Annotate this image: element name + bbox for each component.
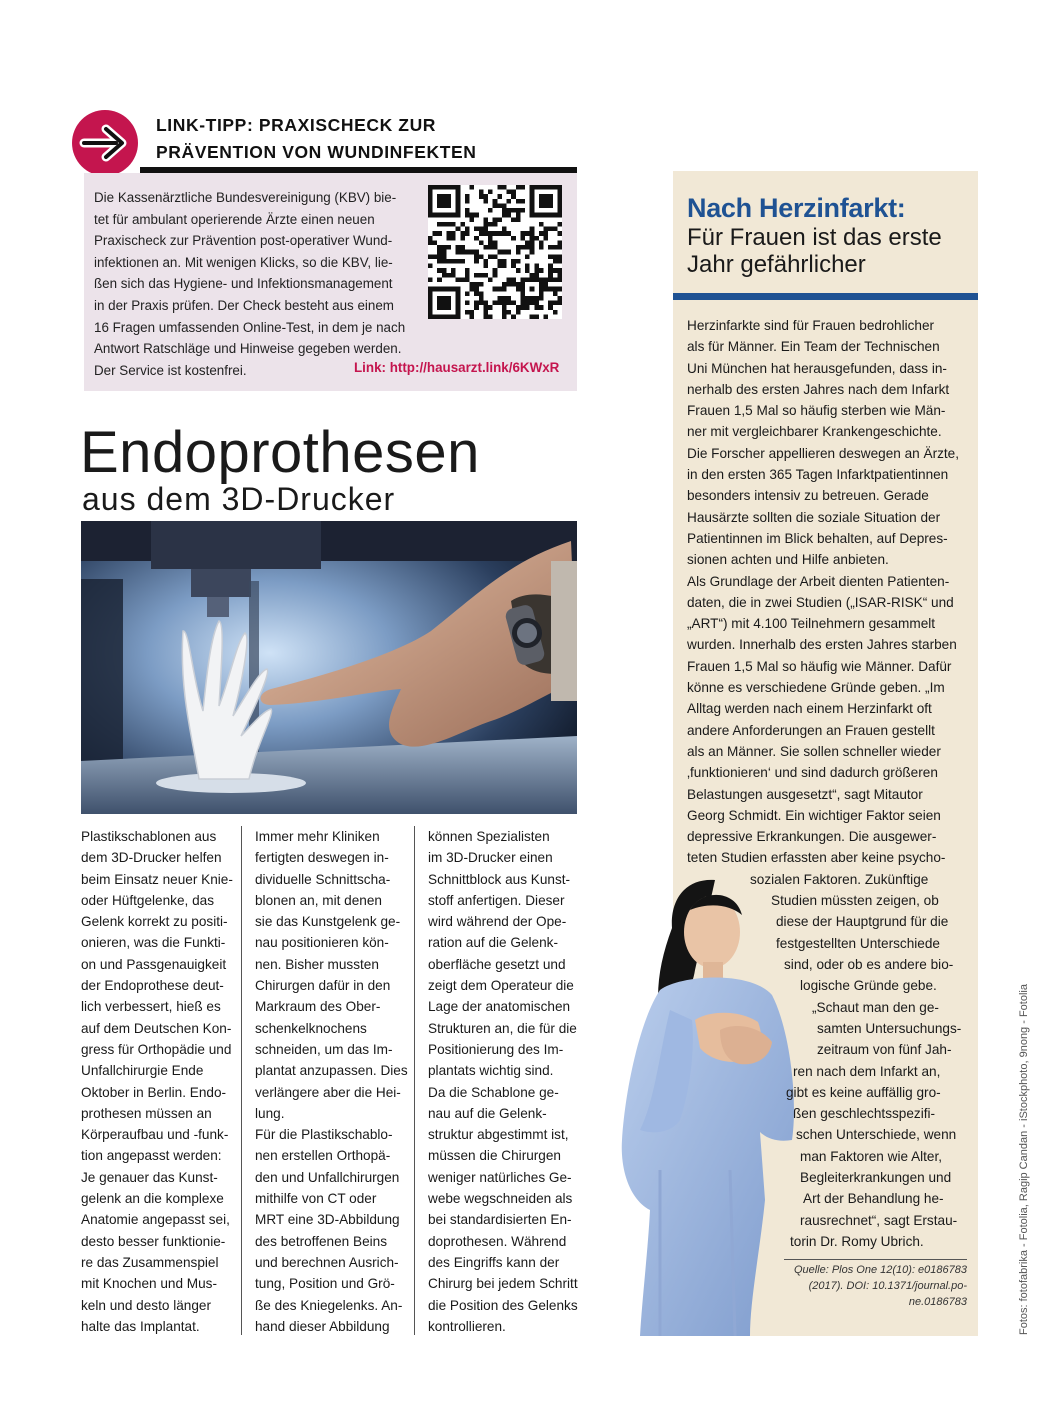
sidebar-line: ner mit vergleichbarer Krankengeschichte. (687, 424, 942, 440)
article-line: nen erstellen Orthopä- (255, 1148, 391, 1164)
sidebar-subtitle: Für Frauen ist das erste Jahr gefährlicher (687, 224, 942, 278)
article-line: oder Hüftgelenke, das (81, 892, 215, 908)
sidebar-line: könne es verschiedene Gründe geben. „Im (687, 680, 945, 696)
article-line: tung, Position und Grö- (255, 1276, 395, 1292)
article-line: Körperaufbau und -funk- (81, 1127, 229, 1143)
sidebar-line: ren nach dem Infarkt an, (793, 1063, 941, 1079)
article-line: Oktober in Berlin. Endo- (81, 1084, 227, 1100)
source-rule (784, 1259, 967, 1260)
article-line: Unfallchirurgie Ende (81, 1063, 204, 1079)
article-line: Chirurg bei jedem Schritt (428, 1276, 578, 1292)
article-line: tion angepasst werden: (81, 1148, 222, 1164)
sidebar-line: sozialen Faktoren. Zukünftige (750, 871, 929, 887)
article-column-2 (255, 826, 408, 1337)
article-line: desto besser funktionie- (81, 1233, 226, 1249)
link-tipp-line: tet für ambulant operierende Ärzte einen neuen (94, 211, 375, 227)
sidebar-line: Art der Behandlung he- (803, 1191, 944, 1207)
link-tipp-line: in der Praxis prüfen. Der Check besteht aus einem (94, 297, 394, 313)
article-line: und berechnen Ausrich- (255, 1254, 399, 1270)
article-line: Markraum des Ober- (255, 999, 381, 1015)
sidebar-line: zeitraum von fünf Jah- (817, 1042, 952, 1058)
sidebar-rule (673, 293, 978, 300)
sidebar-line: Die Forscher appellieren deswegen an Ärzte, (687, 445, 960, 461)
sidebar-line: „ART“) mit 4.100 Teilnehmern gesammelt (687, 616, 936, 632)
article-line: dividuelle Schnittscha- (255, 871, 391, 887)
article-line: der Endoprothese deut- (81, 978, 224, 994)
sidebar-line: Georg Schmidt. Ein wichtiger Faktor seien (687, 807, 941, 823)
article-line: Plastikschablonen aus (81, 829, 217, 844)
sidebar-line: Als Grundlage der Arbeit dienten Patienten- (687, 573, 950, 589)
sidebar-line: man Faktoren wie Alter, (800, 1148, 943, 1164)
link-tipp-line: Der Service ist kostenfrei. (94, 362, 247, 378)
sidebar-line: torin Dr. Romy Ubrich. (790, 1233, 924, 1249)
article-line: zeigt dem Operateur die (428, 978, 574, 994)
article-subtitle: aus dem 3D-Drucker (82, 481, 396, 517)
article-line: Für die Plastikschablo- (255, 1127, 393, 1143)
article-line: hand dieser Abbildung (255, 1318, 390, 1334)
link-tipp-title: LINK-TIPP: PRAXISCHECK ZUR PRÄVENTION VON WUNDINFEKTEN (156, 115, 477, 162)
article-line: die Position des Gelenks (428, 1297, 578, 1313)
article-line: oberfläche gesetzt und (428, 956, 566, 972)
article-line: plantats wichtig sind. (428, 1063, 554, 1079)
article-line: bei standardisierten En- (428, 1212, 572, 1228)
article-line: re das Zusammenspiel (81, 1254, 219, 1270)
sidebar-line: Begleiterkrankungen und (800, 1170, 952, 1185)
sidebar-line: logische Gründe gebe. (800, 978, 937, 994)
article-title: Endoprothesen (80, 420, 480, 485)
article-line: gress für Orthopädie und (81, 1041, 232, 1057)
sidebar-line: Patientinnen im Blick behalten, auf Depres- (687, 530, 948, 546)
article-line: im 3D-Drucker einen (428, 850, 553, 866)
link-tipp-line: ßen sich das Hygiene- und Infektionsmanagement (94, 276, 393, 292)
article-line: schneiden, um das Im- (255, 1041, 393, 1057)
article-line: doprothesen. Während (428, 1233, 567, 1249)
article-line: ße des Kniegelenks. An- (255, 1297, 403, 1313)
article-line: auf dem Deutschen Kon- (81, 1020, 232, 1036)
sidebar-line: Frauen 1,5 Mal so häufig sterben wie Män- (687, 403, 946, 419)
link-tipp-line: Antwort Ratschläge und Hinweise gegeben werden. (94, 341, 402, 357)
sidebar-line: festgestellten Unterschiede (776, 935, 940, 951)
sidebar-line: als für Männer. Ein Team der Technischen (687, 339, 940, 355)
article-line: Chirurgen dafür in den (255, 978, 391, 994)
sidebar-line: schen Unterschiede, wenn (796, 1127, 957, 1143)
photo-credits: Fotos: fotofabrika - Fotolia, Ragip Candan - iStockphoto, 9nong - Fotolia (1018, 984, 1030, 1335)
sidebar-line: Uni München hat herausgefunden, dass in- (687, 360, 947, 376)
article-line: wird während der Ope- (428, 914, 567, 930)
sidebar-line: daten, die in zwei Studien („ISAR-RISK“ und (687, 594, 954, 610)
article-line: MRT eine 3D-Abbildung (255, 1212, 400, 1228)
article-line: dem 3D-Drucker helfen (81, 850, 222, 866)
article-column-3 (428, 826, 578, 1337)
article-line: beim Einsatz neuer Knie- (81, 871, 233, 887)
article-line: Je genauer das Kunst- (81, 1169, 218, 1185)
article-line: müssen die Chirurgen (428, 1148, 561, 1164)
article-line: Schnittblock aus Kunst- (428, 871, 571, 887)
article-line: plantat anzupassen. Dies (255, 1063, 408, 1079)
link-tipp-url[interactable]: Link: http://hausarzt.link/6KWxR (354, 360, 560, 375)
article-line: verlängere aber die Hei- (255, 1084, 401, 1100)
sidebar-title: Nach Herzinfarkt: (687, 193, 906, 223)
article-line: Da die Schablone ge- (428, 1084, 559, 1100)
sidebar-body (687, 315, 959, 869)
sidebar-line: rausrechnet“, sagt Erstau- (800, 1212, 958, 1228)
source-citation: Quelle: Plos One 12(10): e0186783 (2017). DOI: 10.1371/journal.po- ne.0186783 (793, 1264, 967, 1308)
sidebar-line: Hausärzte sollten die soziale Situation der (687, 509, 941, 525)
article-line: Immer mehr Kliniken (255, 829, 380, 844)
sidebar-line: samten Untersuchungs- (817, 1020, 962, 1036)
article-line: Positionierung des Im- (428, 1041, 564, 1057)
article-line: sie das Kunstgelenk ge- (255, 914, 401, 930)
link-tipp-line: Praxischeck zur Prävention post-operativer Wund- (94, 233, 393, 249)
sidebar-line: in den ersten 365 Tagen Infarktpatientinnen (687, 467, 949, 483)
sidebar-line: ‚funktionieren‘ und sind dadurch größeren (687, 765, 938, 781)
article-line: den und Unfallchirurgen (255, 1169, 400, 1185)
article-line: mithilfe von CT oder (255, 1191, 377, 1207)
sidebar-line: als an Männer. Sie sollen schneller wieder (687, 743, 941, 759)
link-tipp-body (94, 187, 424, 381)
column-divider (241, 826, 242, 1335)
sidebar-line: Frauen 1,5 Mal so häufig wie Männer. Dafür (687, 658, 952, 674)
sidebar-line: teten Studien erfassten aber keine psycho- (687, 850, 946, 866)
article-line: blonen an, mit denen (255, 892, 382, 908)
article-line: nau auf die Gelenk- (428, 1105, 547, 1121)
sidebar-line: Alltag werden nach einem Herzinfarkt oft (687, 701, 932, 717)
sidebar-line: sionen achten und Hilfe anbieten. (687, 552, 889, 568)
article-line: nen. Bisher mussten (255, 956, 379, 972)
sidebar-line: sind, oder ob es andere bio- (784, 957, 954, 972)
article-line: struktur abgestimmt ist, (428, 1127, 569, 1143)
article-line: lich verbessert, hieß es (81, 999, 221, 1015)
link-tipp-line: Die Kassenärztliche Bundesvereinigung (KBV) bie- (94, 190, 397, 205)
article-line: stoff anfertigen. Dieser (428, 892, 565, 908)
sidebar-line: diese der Hauptgrund für die (776, 914, 949, 930)
sidebar-line: andere Anforderungen an Frauen gestellt (687, 722, 935, 738)
sidebar-line: gibt es keine auffällig gro- (786, 1084, 941, 1100)
article-line: des betroffenen Beins (255, 1233, 388, 1249)
sidebar-line: besonders intensiv zu betreuen. Gerade (687, 488, 929, 504)
sidebar-line: ßen geschlechtsspezifi- (793, 1106, 936, 1122)
article-line: Strukturen an, die für die (428, 1020, 577, 1036)
article-line: lung. (255, 1105, 285, 1121)
column-divider (414, 826, 415, 1335)
sidebar-line: Studien müssten zeigen, ob (771, 893, 939, 909)
article-line: des Eingriffs kann der (428, 1254, 560, 1270)
article-column-1 (81, 826, 231, 1337)
sidebar-line: Herzinfarkte sind für Frauen bedrohlicher (687, 318, 935, 333)
article-line: kontrollieren. (428, 1318, 506, 1334)
article-line: können Spezialisten (428, 829, 550, 844)
article-line: fertigten deswegen in- (255, 850, 389, 866)
3d-printer-hand-photo (81, 521, 577, 814)
article-line: Gelenk korrekt zu positi- (81, 914, 228, 930)
sidebar-line: Belastungen ausgesetzt“, sagt Mitautor (687, 786, 923, 802)
qr-code[interactable] (428, 185, 562, 319)
link-tipp-line: 16 Fragen umfassenden Online-Test, in dem je nach (94, 319, 406, 335)
sidebar-line: „Schaut man den ge- (812, 999, 939, 1015)
article-line: onieren, was die Funkti- (81, 935, 226, 951)
article-line: prothesen müssen an (81, 1105, 212, 1121)
article-line: keln und desto länger (81, 1297, 211, 1313)
article-line: webe wegschneiden als (428, 1191, 573, 1207)
sidebar-line: wurden. Innerhalb des ersten Jahres starben (687, 637, 957, 653)
article-line: nau positionieren kön- (255, 935, 389, 951)
article-line: Lage der anatomischen (428, 999, 571, 1015)
sidebar-line: nerhalb des ersten Jahres nach dem Infarkt (687, 381, 950, 397)
article-line: weniger natürliches Ge- (428, 1169, 572, 1185)
article-line: gelenk an die komplexe (81, 1191, 224, 1207)
article-line: halte das Implantat. (81, 1318, 200, 1334)
article-line: ration auf die Gelenk- (428, 935, 558, 951)
article-line: mit Knochen und Mus- (81, 1276, 218, 1292)
article-line: schenkelknochens (255, 1020, 367, 1036)
article-line: Anatomie angepasst sei, (81, 1212, 230, 1228)
article-line: on und Passgenauigkeit (81, 956, 227, 972)
sidebar-line: depressive Erkrankungen. Die ausgewer- (687, 829, 937, 845)
link-tipp-line: infektionen an. Mit wenigen Klicks, so die KBV, lie- (94, 254, 393, 270)
arrow-icon (72, 110, 138, 176)
